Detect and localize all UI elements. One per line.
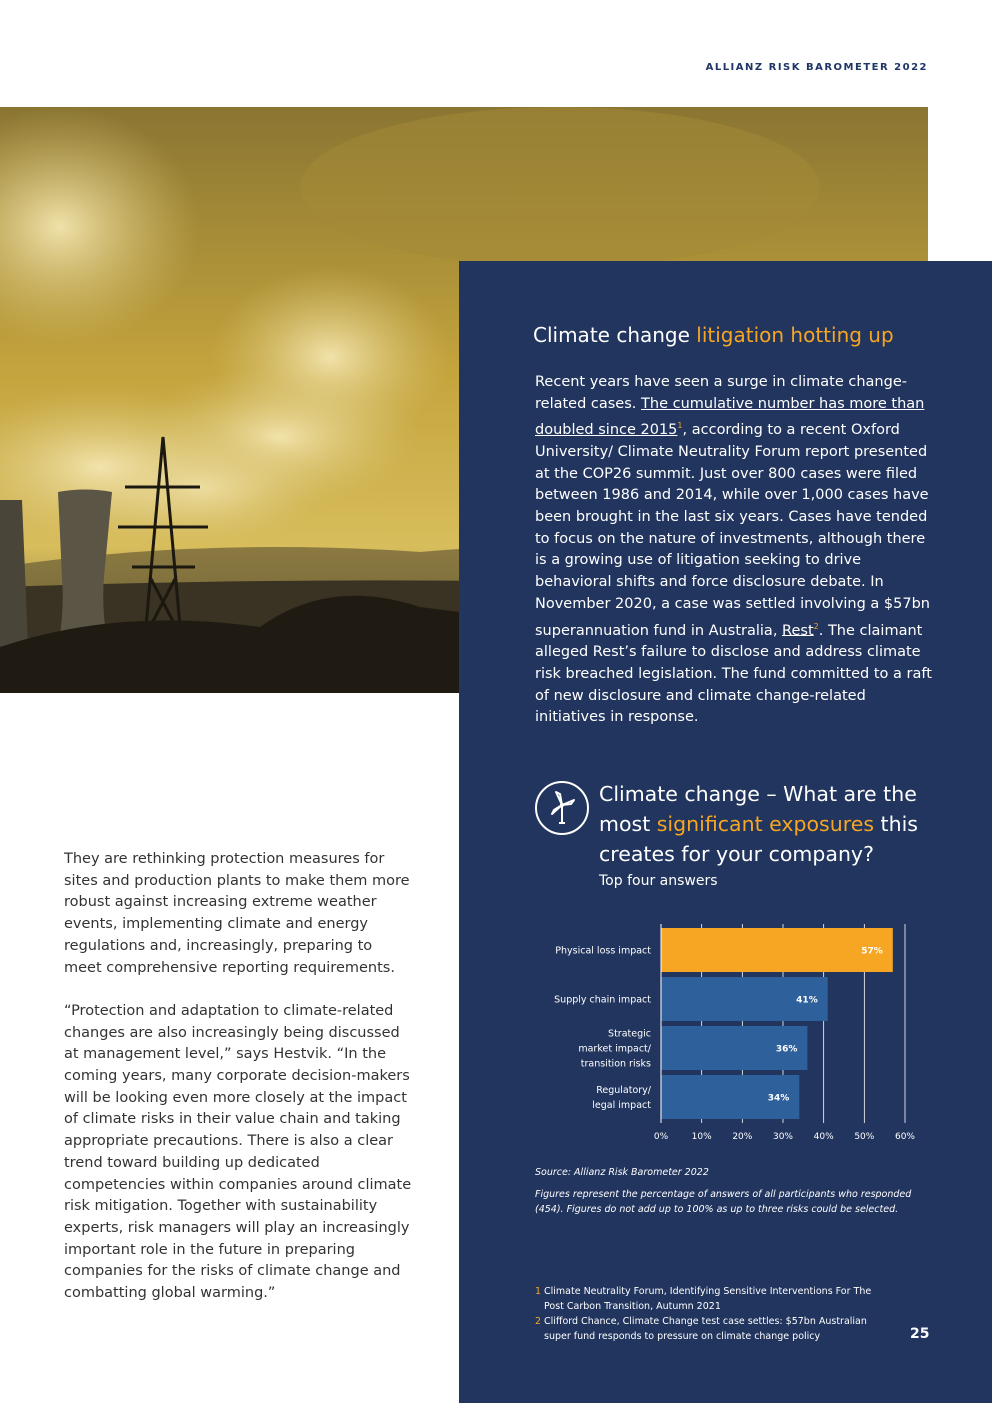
- chart-tick-label: 40%: [813, 1132, 834, 1142]
- panel-title-highlight: litigation hotting up: [696, 323, 894, 347]
- left-paragraph-1: They are rethinking protection measures for sites and production plants to make them more robust against increasing extreme weather events, implementing climate and energy regulations and, increasingly, preparing to meet comprehensive reporting requirements.: [64, 851, 410, 976]
- chart-bar: [661, 928, 893, 972]
- question-title-text: Climate change – What are the most: [599, 782, 917, 836]
- footnote-number: 2: [535, 1316, 542, 1327]
- footnote-number: 1: [535, 1286, 542, 1297]
- chart-tick-label: 60%: [894, 1132, 916, 1142]
- chart-tick-label: 30%: [772, 1132, 794, 1142]
- footnote-2: [535, 1314, 875, 1344]
- chart-category-label: Physical loss impact: [555, 945, 651, 957]
- question-subtitle: Top four answers: [599, 873, 718, 889]
- chart-tick-label: 20%: [732, 1132, 753, 1142]
- cumulative-cases-link[interactable]: The cumulative number has more than doubled since 2015: [535, 395, 925, 439]
- chart-source: Source: Allianz Risk Barometer 2022: [535, 1167, 709, 1178]
- question-title-highlight: significant exposures: [656, 812, 875, 836]
- left-column: [64, 849, 414, 1326]
- chart-value-label: 57%: [861, 946, 883, 957]
- question-title: [599, 779, 939, 869]
- chart-tick-label: 10%: [691, 1132, 712, 1142]
- panel-title: [533, 323, 963, 347]
- rest-link[interactable]: Rest: [782, 622, 814, 639]
- panel-body: [535, 372, 935, 729]
- chart-svg: [535, 920, 935, 1145]
- footnotes: [535, 1284, 875, 1344]
- footnote-ref-2[interactable]: 2: [813, 621, 819, 631]
- panel-body-text: , according to a recent Oxford University/ Climate Neutrality Forum report presented at the COP26 summit. Just over 800 cases were filed between 1986 and 2014, while over 1,000 cases have been brought in the last six years. Cases have tended to focus on the nature of investments, although there is a growing use of litigation seeking to drive behavioral shifts and force disclosure debate. In November 2020, a case was settled involving a $57bn superannuation fund in Australia,: [535, 422, 930, 639]
- footnote-text: Climate Neutrality Forum, Identifying Sensitive Interventions For The Post Carbon Transition, Autumn 2021: [544, 1286, 872, 1312]
- footnote-text: Clifford Chance, Climate Change test case settles: $57bn Australian super fund responds to pressure on climate change policy: [544, 1316, 867, 1342]
- chart-value-label: 41%: [796, 995, 818, 1006]
- panel-body-text: . The claimant alleged Rest’s failure to disclose and address climate risk breached legislation. The fund committed to a raft of new disclosure and climate change-related initiatives in response.: [535, 622, 932, 726]
- left-paragraph-2: “Protection and adaptation to climate-related changes are also increasingly being discussed at management level,” says Hestvik. “In the coming years, many corporate decision-makers will be looking even more closely at the impact of climate risks in their value chain and taking appropriate precautions. There is also a clear trend toward building up dedicated competencies within companies around climate risk mitigation. Together with sustainability experts, risk managers will play an increasingly important role in the future in preparing companies for the risks of climate change and combatting global warming.”: [64, 1002, 412, 1302]
- chart-value-label: 36%: [775, 1044, 798, 1055]
- chart-tick-label: 0%: [653, 1132, 669, 1142]
- panel-title-text: Climate change: [533, 323, 697, 347]
- chart-category-label: Regulatory/ legal impact: [592, 1085, 651, 1111]
- panel-body-text: Recent years have seen a surge in climate change-related cases.: [535, 374, 907, 412]
- footnote-ref-1[interactable]: 1: [677, 421, 683, 431]
- footnote-1: [535, 1284, 875, 1314]
- chart-value-label: 34%: [767, 1093, 790, 1104]
- publication-header: ALLIANZ RISK BAROMETER 2022: [705, 62, 928, 73]
- page-number: 25: [910, 1326, 930, 1342]
- chart-category-label: Strategic market impact/ transition risks: [578, 1028, 651, 1070]
- chart-note: Figures represent the percentage of answers of all participants who responded (454). Figures do not add up to 100% as up to three risks could be selected.: [535, 1189, 912, 1215]
- chart-category-label: Supply chain impact: [554, 994, 651, 1006]
- exposures-bar-chart: [535, 920, 935, 1145]
- wind-turbine-icon: [535, 781, 589, 835]
- chart-tick-label: 50%: [854, 1132, 875, 1142]
- question-title-text: this creates for your company?: [599, 812, 918, 866]
